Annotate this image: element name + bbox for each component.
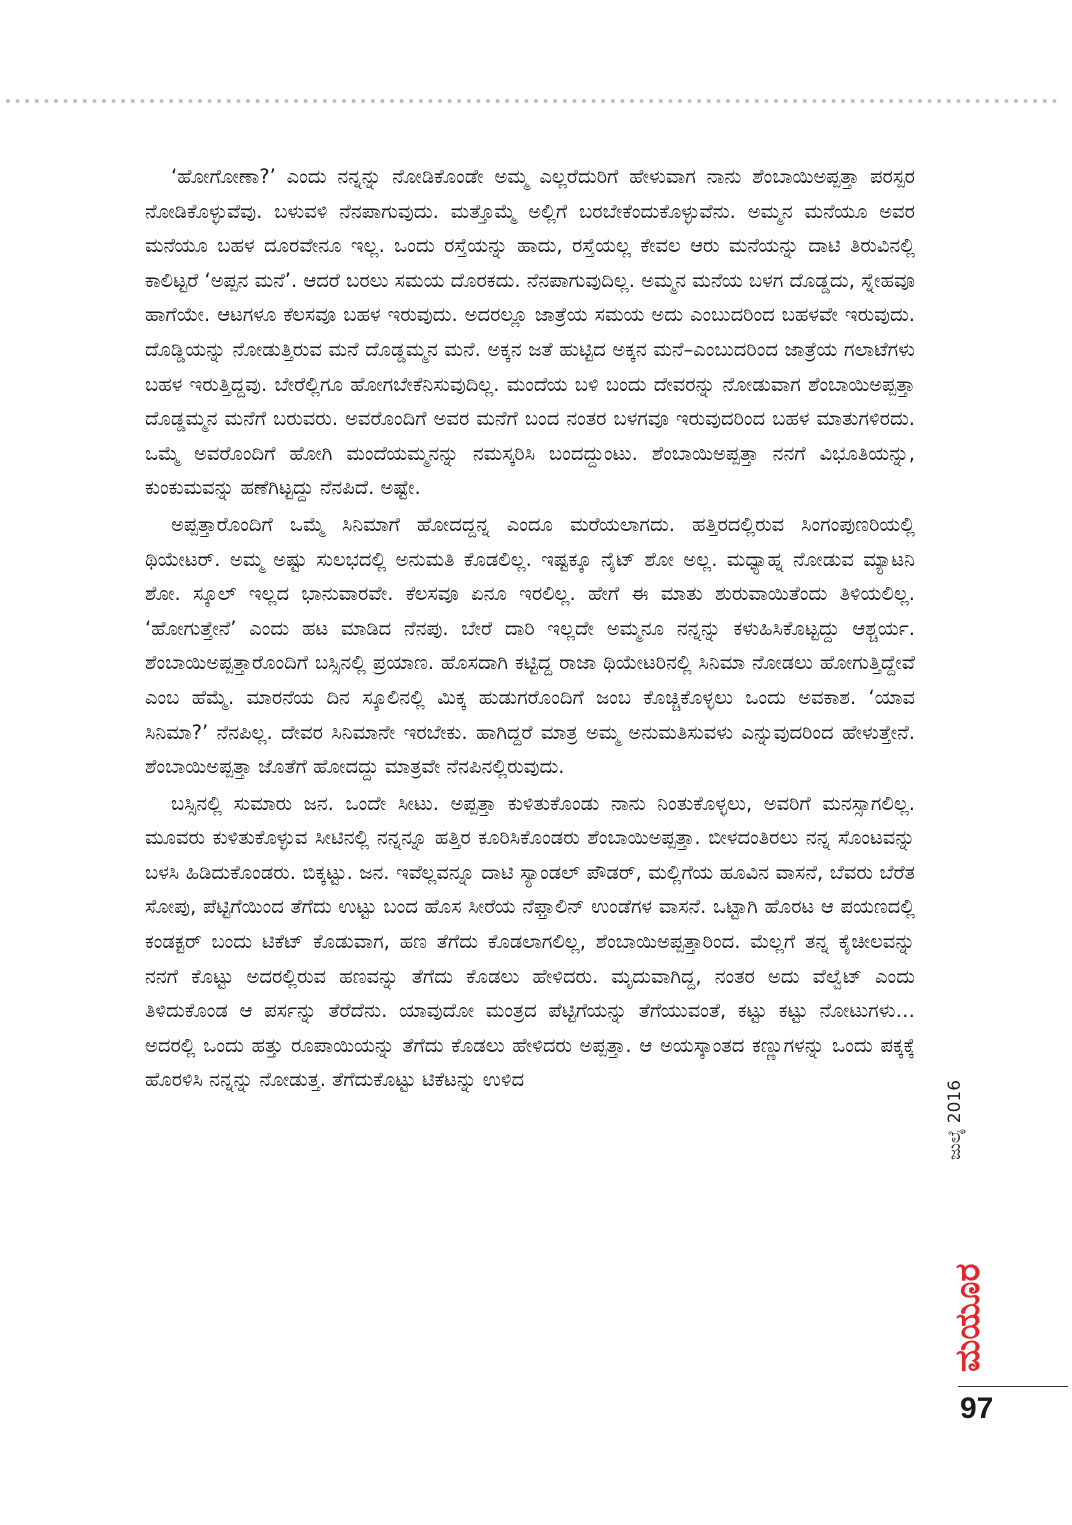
article-body bbox=[145, 160, 915, 1098]
article-paragraph: ಅಪ್ಪತ್ತಾರೊಂದಿಗೆ ಒಮ್ಮೆ ಸಿನಿಮಾಗೆ ಹೋದದ್ದನ್ನ ಎಂದೂ ಮರೆಯಲಾಗದು. ಹತ್ತಿರದಲ್ಲಿರುವ ಸಿಂಗಂಪುಣರಿಯಲ್ಲಿ ಥಿಯೇಟರ್. ಅಮ್ಮ ಅಷ್ಟು ಸುಲಭದಲ್ಲಿ ಅನುಮತಿ ಕೊಡಲಿಲ್ಲ. ಇಷ್ಟಕ್ಕೂ ನೈಟ್ ಶೋ ಅಲ್ಲ. ಮಧ್ಯಾಹ್ನ ನೋಡುವ ಮ್ಯಾಟನಿ ಶೋ. ಸ್ಕೂಲ್ ಇಲ್ಲದ ಭಾನುವಾರವೇ. ಕೆಲಸವೂ ಏನೂ ಇರಲಿಲ್ಲ. ಹೇಗೆ ಈ ಮಾತು ಶುರುವಾಯಿತೆಂದು ತಿಳಿಯಲಿಲ್ಲ. ‘ಹೋಗುತ್ತೇನೆ’ ಎಂದು ಹಟ ಮಾಡಿದ ನೆನಪು. ಬೇರೆ ದಾರಿ ಇಲ್ಲದೇ ಅಮ್ಮನೂ ನನ್ನನ್ನು ಕಳುಹಿಸಿಕೊಟ್ಟದ್ದು ಆಶ್ಚರ್ಯ. ಶೆಂಬಾಯಿಅಪ್ಪತ್ತಾರೊಂದಿಗೆ ಬಸ್ಸಿನಲ್ಲಿ ಪ್ರಯಾಣ. ಹೊಸದಾಗಿ ಕಟ್ಟಿದ್ದ ರಾಜಾ ಥಿಯೇಟರಿನಲ್ಲಿ ಸಿನಿಮಾ ನೋಡಲು ಹೋಗುತ್ತಿದ್ದೇವೆ ಎಂಬ ಹೆಮ್ಮೆ. ಮಾರನೆಯ ದಿನ ಸ್ಕೂಲಿನಲ್ಲಿ ಮಿಕ್ಕ ಹುಡುಗರೊಂದಿಗೆ ಜಂಬ ಕೊಚ್ಚಿಕೊಳ್ಳಲು ಒಂದು ಅವಕಾಶ. ‘ಯಾವ ಸಿನಿಮಾ?’ ನೆನಪಿಲ್ಲ. ದೇವರ ಸಿನಿಮಾನೇ ಇರಬೇಕು. ಹಾಗಿದ್ದರೆ ಮಾತ್ರ ಅಮ್ಮ ಅನುಮತಿಸುವಳು ಎನ್ನುವುದರಿಂದ ಹೇಳುತ್ತೇನೆ. ಶೆಂಬಾಯಿಅಪ್ಪತ್ತಾ ಜೊತೆಗೆ ಹೋದದ್ದು ಮಾತ್ರವೇ ನೆನಪಿನಲ್ಲಿರುವುದು. bbox=[145, 512, 915, 779]
dotted-divider bbox=[6, 96, 1066, 106]
footer-rule bbox=[958, 1386, 1068, 1387]
magazine-logo: ಮಯೂರ bbox=[948, 1263, 988, 1372]
page-number: 97 bbox=[960, 1392, 994, 1425]
article-paragraph: ‘ಹೋಗೋಣಾ?’ ಎಂದು ನನ್ನನ್ನು ನೋಡಿಕೊಂಡೇ ಅಮ್ಮ ಎಲ್ಲರೆದುರಿಗೆ ಹೇಳುವಾಗ ನಾನು ಶೆಂಬಾಯಿಅಪ್ಪತ್ತಾ ಪರಸ್ಪರ ನೋಡಿಕೊಳ್ಳುವೆವು. ಬಳುವಳಿ ನೆನಪಾಗುವುದು. ಮತ್ತೊಮ್ಮೆ ಅಲ್ಲಿಗೆ ಬರಬೇಕೆಂದುಕೊಳ್ಳುವೆನು. ಅಮ್ಮನ ಮನೆಯೂ ಅವರ ಮನೆಯೂ ಬಹಳ ದೂರವೇನೂ ಇಲ್ಲ. ಒಂದು ರಸ್ತೆಯನ್ನು ಹಾದು, ರಸ್ತೆಯಲ್ಲ ಕೇವಲ ಆರು ಮನೆಯನ್ನು ದಾಟಿ ತಿರುವಿನಲ್ಲಿ ಕಾಲಿಟ್ಟರೆ ‘ಅಪ್ಪನ ಮನೆ’. ಆದರೆ ಬರಲು ಸಮಯ ದೊರಕದು. ನೆನಪಾಗುವುದಿಲ್ಲ. ಅಮ್ಮನ ಮನೆಯ ಬಳಗ ದೊಡ್ಡದು, ಸ್ನೇಹವೂ ಹಾಗೆಯೇ. ಆಟಗಳೂ ಕೆಲಸವೂ ಬಹಳ ಇರುವುದು. ಅದರಲ್ಲೂ ಜಾತ್ರೆಯ ಸಮಯ ಅದು ಎಂಬುದರಿಂದ ಬಹಳವೇ ಇರುವುದು. ದೊಡ್ಡಿಯನ್ನು ನೋಡುತ್ತಿರುವ ಮನೆ ದೊಡ್ಡಮ್ಮನ ಮನೆ. ಅಕ್ಕನ ಜತೆ ಹುಟ್ಟಿದ ಅಕ್ಕನ ಮನೆ–ಎಂಬುದರಿಂದ ಜಾತ್ರೆಯ ಗಲಾಟೆಗಳು ಬಹಳ ಇರುತ್ತಿದ್ದವು. ಬೇರೆಲ್ಲಿಗೂ ಹೋಗಬೇಕೆನಿಸುವುದಿಲ್ಲ. ಮಂದೆಯ ಬಳಿ ಬಂದು ದೇವರನ್ನು ನೋಡುವಾಗ ಶೆಂಬಾಯಿಅಪ್ಪತ್ತಾ ದೊಡ್ಡಮ್ಮನ ಮನೆಗೆ ಬರುವರು. ಅವರೊಂದಿಗೆ ಅವರ ಮನೆಗೆ ಬಂದ ನಂತರ ಬಳಗವೂ ಇರುವುದರಿಂದ ಬಹಳ ಮಾತುಗಳಿರದು. ಒಮ್ಮೆ ಅವರೊಂದಿಗೆ ಹೋಗಿ ಮಂದೆಯಮ್ಮನನ್ನು ನಮಸ್ಕರಿಸಿ ಬಂದದ್ದುಂಟು. ಶೆಂಬಾಯಿಅಪ್ಪತ್ತಾ ನನಗೆ ವಿಭೂತಿಯನ್ನು, ಕುಂಕುಮವನ್ನು ಹಣೆಗಿಟ್ಟದ್ದು ನೆನಪಿದೆ. ಅಷ್ಟೇ. bbox=[145, 165, 916, 500]
article-paragraph: ಬಸ್ಸಿನಲ್ಲಿ ಸುಮಾರು ಜನ. ಒಂದೇ ಸೀಟು. ಅಪ್ಪತ್ತಾ ಕುಳಿತುಕೊಂಡು ನಾನು ನಿಂತುಕೊಳ್ಳಲು, ಅವರಿಗೆ ಮನಸ್ಸಾಗಲಿಲ್ಲ. ಮೂವರು ಕುಳಿತುಕೊಳ್ಳುವ ಸೀಟಿನಲ್ಲಿ ನನ್ನನ್ನೂ ಹತ್ತಿರ ಕೂರಿಸಿಕೊಂಡರು ಶೆಂಬಾಯಿಅಪ್ಪತ್ತಾ. ಬೀಳದಂತಿರಲು ನನ್ನ ಸೊಂಟವನ್ನು ಬಳಸಿ ಹಿಡಿದುಕೊಂಡರು. ಬಿಕ್ಕಟ್ಟು. ಜನ. ಇವೆಲ್ಲವನ್ನೂ ದಾಟಿ ಸ್ಯಾಂಡಲ್ ಪೌಡರ್, ಮಲ್ಲಿಗೆಯ ಹೂವಿನ ವಾಸನೆ, ಬೆವರು ಬೆರೆತ ಸೋಪು, ಪೆಟ್ಟಿಗೆಯಿಂದ ತೆಗೆದು ಉಟ್ಟು ಬಂದ ಹೊಸ ಸೀರೆಯ ನೆಫ್ತಾಲಿನ್ ಉಂಡೆಗಳ ವಾಸನೆ. ಒಟ್ಟಾಗಿ ಹೊರಟ ಆ ಪಯಣದಲ್ಲಿ ಕಂಡಕ್ಟರ್ ಬಂದು ಟಿಕೆಟ್ ಕೊಡುವಾಗ, ಹಣ ತೆಗೆದು ಕೊಡಲಾಗಲಿಲ್ಲ, ಶೆಂಬಾಯಿಅಪ್ಪತ್ತಾರಿಂದ. ಮೆಲ್ಲಗೆ ತನ್ನ ಕೈಚೀಲವನ್ನು ನನಗೆ ಕೊಟ್ಟು ಅದರಲ್ಲಿರುವ ಹಣವನ್ನು ತೆಗೆದು ಕೊಡಲು ಹೇಳಿದರು. ಮೃದುವಾಗಿದ್ದ, ನಂತರ ಅದು ವೆಲ್ವೆಟ್ ಎಂದು ತಿಳಿದುಕೊಂಡ ಆ ಪರ್ಸನ್ನು ತೆರೆದೆನು. ಯಾವುದೋ ಮಂತ್ರದ ಪೆಟ್ಟಿಗೆಯನ್ನು ತೆಗೆಯುವಂತೆ, ಕಟ್ಟು ಕಟ್ಟು ನೋಟುಗಳು… ಅದರಲ್ಲಿ ಒಂದು ಹತ್ತು ರೂಪಾಯಿಯನ್ನು ತೆಗೆದು ಕೊಡಲು ಹೇಳಿದರು ಅಪ್ಪತ್ತಾ. ಆ ಅಯಸ್ಕಾಂತದ ಕಣ್ಣುಗಳನ್ನು ಒಂದು ಪಕ್ಕಕ್ಕೆ ಹೊರಳಿಸಿ ನನ್ನನ್ನು ನೋಡುತ್ತ. ತೆಗೆದುಕೊಟ್ಟು ಟಿಕೆಟನ್ನು ಉಳಿದ bbox=[145, 791, 915, 1092]
issue-date: ಜುಲೈ 2016 bbox=[945, 1079, 965, 1160]
